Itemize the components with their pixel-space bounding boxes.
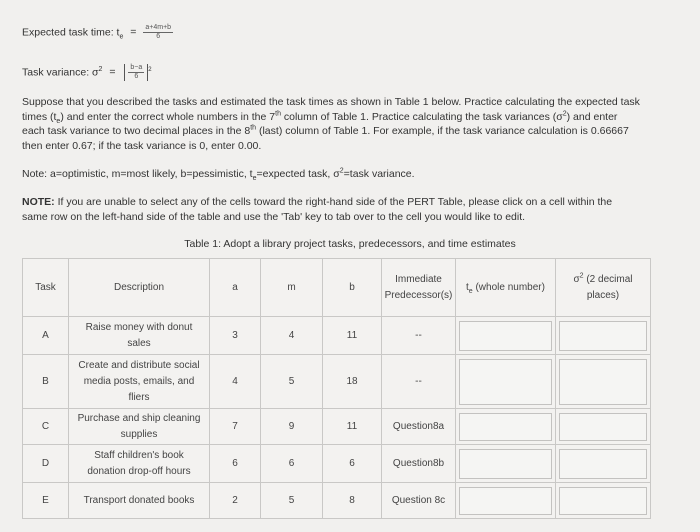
cell-description-line-2: sales xyxy=(127,337,151,349)
table-row xyxy=(23,355,651,409)
instructions-line-3-part-1: each task variance to two decimal places in the 8 xyxy=(22,125,251,137)
cell-description-line-1: Staff children's book xyxy=(94,449,184,461)
instructions-line-2-part-3: column of Table 1. Practice calculating the task variances (σ xyxy=(280,110,563,123)
te-input[interactable] xyxy=(459,321,552,351)
cell-variance xyxy=(556,317,651,355)
task-variance-formula xyxy=(22,64,152,81)
instructions-line-4: then enter 0.67; if the task variance is 0, enter 0.00. xyxy=(22,139,262,152)
expected-time-equals: = xyxy=(130,26,137,39)
header-variance xyxy=(556,259,651,317)
header-te-symbol: t xyxy=(466,282,469,293)
cell-m: 9 xyxy=(261,409,323,445)
cell-m: 4 xyxy=(261,317,323,355)
cell-te xyxy=(456,409,556,445)
header-variance-label-1: (2 decimal xyxy=(583,273,633,285)
te-input[interactable] xyxy=(459,359,552,405)
cell-description-line-1: Create and distribute social xyxy=(78,359,200,371)
cell-predecessor[interactable]: Question8a xyxy=(382,409,456,445)
header-te-subscript: e xyxy=(468,288,473,295)
header-predecessors-line-2: Predecessor(s) xyxy=(384,289,453,301)
task-variance-exponent: 2 xyxy=(148,66,152,73)
cell-a: 7 xyxy=(210,409,261,445)
instructions-line-3-part-2: (last) column of Table 1. For example, if the task variance calculation is 0.66667 xyxy=(256,125,629,137)
expected-time-formula xyxy=(22,24,173,41)
cell-description-line-3: fliers xyxy=(128,391,150,403)
instructions-line-2-part-1: times (t xyxy=(22,110,57,123)
cell-predecessor[interactable]: Question 8c xyxy=(382,483,456,519)
instructions-line-2-part-2: ) and enter the correct whole numbers in the 7 xyxy=(60,110,276,123)
cell-description xyxy=(69,355,210,409)
header-variance-label-2: places) xyxy=(586,289,620,301)
cell-description-line-1: Raise money with donut xyxy=(85,321,193,333)
table-row xyxy=(23,483,651,519)
task-variance-fraction xyxy=(128,64,144,81)
instructions-line-2 xyxy=(22,110,682,125)
cell-predecessor: -- xyxy=(382,317,456,355)
expected-time-fraction xyxy=(143,24,173,41)
cell-te xyxy=(456,355,556,409)
cell-b: 11 xyxy=(323,317,382,355)
te-input[interactable] xyxy=(459,449,552,479)
cell-description xyxy=(69,409,210,445)
cell-variance xyxy=(556,483,651,519)
cell-b: 18 xyxy=(323,355,382,409)
expected-time-numerator: a+4m+b xyxy=(145,24,172,31)
variable-note xyxy=(22,167,682,182)
instructions-paragraph xyxy=(22,95,682,153)
expected-time-label: Expected task time: t xyxy=(22,26,120,39)
cell-b: 8 xyxy=(323,483,382,519)
instructions-line-3 xyxy=(22,124,682,139)
cell-m: 5 xyxy=(261,355,323,409)
variance-input[interactable] xyxy=(559,321,647,351)
task-variance-label: Task variance: σ xyxy=(22,66,99,79)
variance-input[interactable] xyxy=(559,413,647,441)
cell-description-line-2: donation drop-off hours xyxy=(87,465,191,477)
cell-te xyxy=(456,483,556,519)
cell-a: 6 xyxy=(210,445,261,483)
cell-variance xyxy=(556,445,651,483)
table-caption: Table 1: Adopt a library project tasks, predecessors, and time estimates xyxy=(184,238,516,250)
header-variance-symbol: σ xyxy=(573,273,580,285)
header-b: b xyxy=(323,259,382,317)
instructions-8th-superscript: th xyxy=(250,124,257,132)
cell-description-line-2: media posts, emails, and xyxy=(83,375,195,387)
variable-note-subscript: e xyxy=(252,175,257,183)
header-variance-line-1 xyxy=(556,272,650,288)
instructions-sigma-superscript: 2 xyxy=(562,110,567,117)
cell-b: 6 xyxy=(323,445,382,483)
cell-a: 2 xyxy=(210,483,261,519)
expected-time-denominator: 6 xyxy=(156,33,161,40)
expected-time-subscript: e xyxy=(119,33,124,41)
header-predecessors xyxy=(382,259,456,317)
task-variance-bracket xyxy=(124,64,148,81)
tab-key-note-line-2: same row on the left-hand side of the table and use the 'Tab' key to tab over to the cell you would like to edit. xyxy=(22,210,526,223)
cell-task: B xyxy=(23,355,69,409)
cell-description xyxy=(69,445,210,483)
cell-b: 11 xyxy=(323,409,382,445)
cell-a: 3 xyxy=(210,317,261,355)
header-te-label: (whole number) xyxy=(472,282,545,293)
header-expected-time xyxy=(456,259,556,317)
tab-key-note xyxy=(22,195,682,224)
cell-te xyxy=(456,445,556,483)
tab-key-note-label: NOTE: xyxy=(22,196,55,208)
variable-note-superscript: 2 xyxy=(339,167,344,175)
cell-description-line-2: supplies xyxy=(120,428,158,440)
table-row xyxy=(23,445,651,483)
variable-note-part-1: Note: a=optimistic, m=most likely, b=pessimistic, t xyxy=(22,168,253,180)
header-m: m xyxy=(261,259,323,317)
te-input[interactable] xyxy=(459,487,552,515)
instructions-line-2-part-4: ) and enter xyxy=(566,110,618,123)
header-a: a xyxy=(210,259,261,317)
cell-task: E xyxy=(23,483,69,519)
cell-te xyxy=(456,317,556,355)
table-row xyxy=(23,409,651,445)
cell-predecessor: -- xyxy=(382,355,456,409)
variable-note-part-3: =task variance. xyxy=(343,168,415,180)
cell-description-line-1: Transport donated books xyxy=(83,495,195,506)
cell-task: C xyxy=(23,409,69,445)
tab-key-note-line-1 xyxy=(22,195,682,210)
header-task: Task xyxy=(23,259,69,317)
cell-m: 6 xyxy=(261,445,323,483)
pert-table xyxy=(22,258,651,519)
cell-description-line-1: Purchase and ship cleaning xyxy=(77,412,201,424)
cell-task: A xyxy=(23,317,69,355)
cell-task: D xyxy=(23,445,69,483)
variable-note-part-2: =expected task, σ xyxy=(256,168,340,180)
variance-input[interactable] xyxy=(559,449,647,479)
instructions-th-superscript: th xyxy=(275,110,281,117)
tab-key-note-text-1: If you are unable to select any of the cells toward the right-hand side of the PERT Table, please click on a cell within the xyxy=(54,196,613,208)
header-variance-superscript: 2 xyxy=(579,272,584,280)
task-variance-denominator: 6 xyxy=(134,73,139,80)
cell-predecessor[interactable]: Question8b xyxy=(382,445,456,483)
header-description: Description xyxy=(69,259,210,317)
table-header-row xyxy=(23,259,651,317)
cell-description xyxy=(69,483,210,519)
instructions-te-subscript: e xyxy=(56,117,61,125)
variance-input[interactable] xyxy=(559,359,647,405)
cell-variance xyxy=(556,409,651,445)
instructions-line-1: Suppose that you described the tasks and estimated the task times as shown in Table 1 below. Practice calculating the expected task xyxy=(22,96,640,108)
cell-a: 4 xyxy=(210,355,261,409)
cell-variance xyxy=(556,355,651,409)
task-variance-equals: = xyxy=(109,66,116,79)
task-variance-numerator: b−a xyxy=(130,64,143,71)
cell-description xyxy=(69,317,210,355)
te-input[interactable] xyxy=(459,413,552,441)
task-variance-superscript: 2 xyxy=(98,65,103,73)
table-row xyxy=(23,317,651,355)
variance-input[interactable] xyxy=(559,487,647,515)
cell-m: 5 xyxy=(261,483,323,519)
header-predecessors-line-1: Immediate xyxy=(395,273,442,285)
